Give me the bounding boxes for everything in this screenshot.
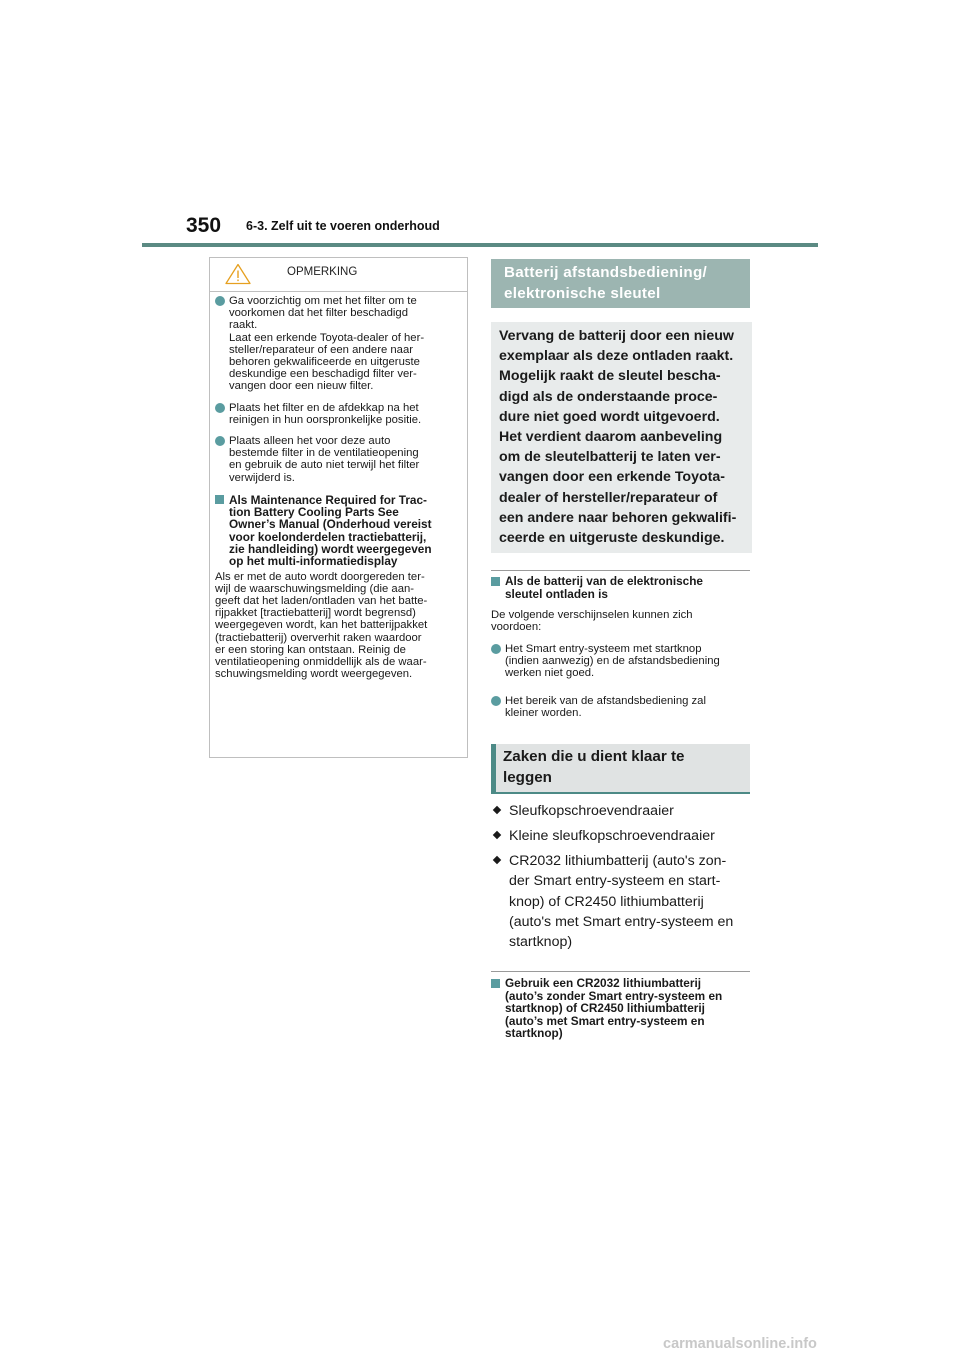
text-line: exemplaar als deze ontladen raakt.	[499, 348, 734, 365]
text-line: schuwingsmelding wordt weergegeven.	[215, 668, 413, 681]
text-line: sleutel ontladen is	[505, 586, 608, 601]
text-line: elektronische sleutel	[504, 285, 661, 302]
text-line: Als Maintenance Required for Trac-	[229, 492, 427, 507]
text-line: Gebruik een CR2032 lithiumbatterij	[505, 976, 702, 990]
warning-icon	[225, 263, 251, 285]
text-line: weergegeven wordt, kan het batterijpakket	[215, 619, 428, 632]
text-line: startknop)	[505, 1026, 563, 1040]
notice-label: OPMERKING	[287, 266, 358, 278]
text-line: ventilatieopening onmiddellijk als de waar-	[215, 656, 427, 669]
bullet-dot-icon	[215, 436, 225, 446]
text-line: een andere naar behoren gekwalifi-	[499, 509, 737, 526]
heading-text	[504, 262, 707, 304]
battery-bullet	[491, 695, 751, 719]
bullet-dot-icon	[215, 296, 225, 306]
divider	[491, 971, 750, 972]
text-line: CR2032 lithiumbatterij (auto's zon-	[509, 853, 727, 869]
notice-header	[210, 258, 467, 292]
text-line: Zaken die u dient klaar te	[503, 748, 685, 765]
battery-section-heading	[491, 259, 750, 308]
text-line: (auto's met Smart entry-systeem en	[509, 913, 734, 930]
text-line: (auto’s zonder Smart entry-systeem en	[505, 988, 723, 1003]
text-line: voorkomen dat het filter beschadigd	[229, 307, 408, 320]
text-line: leggen	[503, 769, 552, 786]
text-line: Als er met de auto wordt doorgereden ter-	[215, 570, 425, 583]
text-line: rijpakket [tractiebatterij] wordt begrensd)	[215, 607, 416, 620]
tool-item	[491, 826, 751, 846]
text-line: Owner’s Manual (Onderhoud vereist	[229, 517, 432, 532]
text-line: Het Smart entry-systeem met startknop	[505, 643, 702, 655]
text-line: De volgende verschijnselen kunnen zich	[491, 609, 693, 621]
tools-subheading	[491, 977, 722, 1040]
heading-text	[503, 746, 684, 788]
notice-box	[209, 257, 468, 758]
notice-bullet	[215, 435, 459, 484]
text-line: wijl de waarschuwingsmelding (die aan-	[215, 582, 415, 595]
bullet-square-icon	[491, 979, 500, 988]
text-line: werken niet goed.	[505, 667, 595, 680]
text-line: raakt.	[229, 319, 258, 332]
text-line: Batterij afstandsbediening/	[504, 264, 708, 281]
bullet-dot-icon	[215, 403, 225, 413]
text-line: startknop)	[509, 934, 573, 951]
text-line: voordoen:	[491, 621, 542, 634]
notice-subheading	[215, 494, 459, 568]
text-line: Plaats alleen het voor deze auto	[229, 435, 391, 448]
divider	[491, 570, 750, 571]
text-line: Laat een erkende Toyota-dealer of her-	[229, 331, 425, 344]
text-line: verwijderd is.	[229, 471, 295, 484]
battery-bullet	[491, 643, 751, 680]
tool-item	[491, 851, 751, 952]
text-line: (indien aanwezig) en de afstandsbediening	[505, 655, 720, 668]
bullet-square-icon	[491, 577, 500, 586]
notice-bullet	[215, 402, 459, 426]
text-line: der Smart entry-systeem en start-	[509, 873, 721, 890]
text-line: behoren gekwalificeerde en uitgeruste	[229, 356, 420, 369]
text-line: ceerde en uitgeruste deskundige.	[499, 530, 725, 547]
page-number: 350	[186, 214, 222, 237]
text-line: tion Battery Cooling Parts See	[229, 505, 399, 520]
section-title: 6-3. Zelf uit te voeren onderhoud	[246, 219, 440, 233]
text-line: knop) of CR2450 lithiumbatterij	[509, 893, 704, 910]
text-line: digd als de onderstaande proce-	[499, 388, 718, 405]
heading-underline	[491, 792, 750, 794]
text-line: voor koelonderdelen tractiebatterij,	[229, 529, 427, 544]
text-line: zie handleiding) wordt weergegeven	[229, 542, 432, 557]
text-line: vangen door een erkende Toyota-	[499, 469, 725, 486]
text-line: Vervang de batterij door een nieuw	[499, 328, 734, 344]
battery-intro-box	[491, 322, 752, 553]
battery-subheading	[491, 575, 703, 600]
text-line: Ga voorzichtig om met het filter om te	[229, 295, 417, 307]
text-line: steller/reparateur of een andere naar	[229, 343, 414, 356]
text-line: op het multi-informatiedisplay	[229, 554, 398, 569]
text-line: dure niet goed wordt uitgevoerd.	[499, 408, 720, 425]
bullet-dot-icon	[491, 696, 501, 706]
text-line: vangen door een nieuw filter.	[229, 380, 374, 393]
text-line: Mogelijk raakt de sleutel bescha-	[499, 368, 721, 385]
bullet-square-icon	[215, 495, 224, 504]
text-line: deskundige een beschadigd filter ver-	[229, 368, 417, 381]
tool-item	[491, 801, 751, 821]
intro-text	[499, 326, 749, 548]
text-line: Als de batterij van de elektronische	[505, 574, 703, 588]
notice-paragraph	[215, 571, 459, 681]
text-line: en gebruik de auto niet terwijl het filter	[229, 459, 420, 472]
text-line: bestemde filter in de ventilatieopening	[229, 447, 419, 460]
bullet-dot-icon	[491, 644, 501, 654]
text-line: Plaats het filter en de afdekkap na het	[229, 401, 419, 414]
text-line: kleiner worden.	[505, 707, 582, 720]
text-line: reinigen in hun oorspronkelijke positie.	[229, 413, 422, 426]
notice-body	[210, 292, 467, 680]
text-line: (auto’s met Smart entry-systeem en	[505, 1013, 705, 1028]
watermark: carmanualsonline.info	[663, 1336, 817, 1352]
heading-accent-bar	[491, 744, 496, 794]
battery-paragraph	[491, 609, 751, 633]
text-line: Kleine sleufkopschroevendraaier	[509, 828, 715, 844]
notice-bullet	[215, 295, 459, 393]
text-line: Het verdient daarom aanbeveling	[499, 429, 723, 446]
text-line: Het bereik van de afstandsbediening zal	[505, 695, 706, 707]
text-line: geeft dat het laden/ontladen van het batte-	[215, 595, 428, 608]
tools-section-heading	[491, 744, 750, 794]
header-rule	[142, 243, 818, 247]
text-line: er een storing kan ontstaan. Reinig de	[215, 643, 406, 656]
text-line: startknop) of CR2450 lithiumbatterij	[505, 1001, 705, 1015]
text-line: (tractiebatterij) oververhit raken waardoor	[215, 631, 422, 644]
text-line: dealer of hersteller/reparateur of	[499, 489, 718, 506]
text-line: Sleufkopschroevendraaier	[509, 803, 674, 819]
text-line: om de sleutelbatterij te laten ver-	[499, 449, 721, 466]
